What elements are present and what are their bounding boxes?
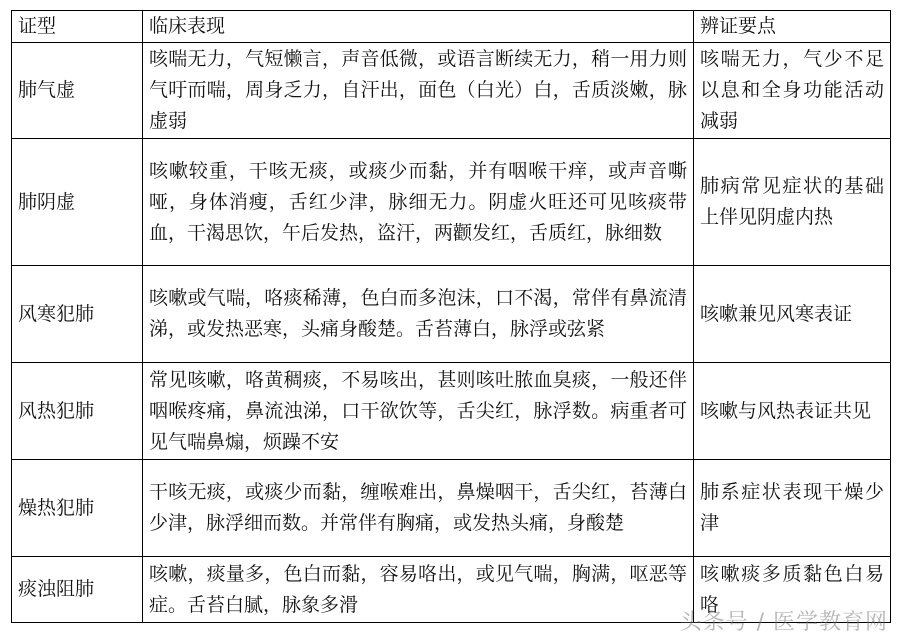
clinical-manifestation: 咳嗽较重，干咳无痰，或痰少而黏，并有咽喉干痒，或声音嘶哑，身体消瘦，舌红少津，脉细无力。阴虚火旺还可见咳痰带血，干渴思饮，午后发热，盗汗，两颧发红，舌质红，脉细数 [143,139,694,266]
syndrome-name: 燥热犯肺 [12,460,143,557]
table-row [12,460,891,557]
syndrome-name: 风寒犯肺 [12,266,143,363]
key-points: 肺系症状表现干燥少津 [694,460,891,557]
watermark: 头条号 / 医学教育网 [679,610,888,635]
key-points: 咳嗽与风热表证共见 [694,363,891,460]
syndrome-name: 肺气虚 [12,43,143,139]
clinical-manifestation: 咳嗽，痰量多，色白而黏，容易咯出，或见气喘，胸满，呕恶等症。舌苔白腻，脉象多滑 [143,557,694,623]
clinical-manifestation: 咳嗽或气喘，咯痰稀薄，色白而多泡沫，口不渴，常伴有鼻流清涕，或发热恶寒，头痛身酸楚。舌苔薄白，脉浮或弦紧 [143,266,694,363]
table-row [12,43,891,139]
clinical-manifestation: 咳喘无力，气短懒言，声音低微，或语言断续无力，稍一用力则气吁而喘，周身乏力，自汗出，面色（白光）白，舌质淡嫩，脉虚弱 [143,43,694,139]
key-points: 咳喘无力，气少不足以息和全身功能活动减弱 [694,43,891,139]
header-syndrome: 证型 [12,11,143,43]
table-row [12,266,891,363]
clinical-manifestation: 干咳无痰，或痰少而黏，缠喉难出，鼻燥咽干，舌尖红，苔薄白少津，脉浮细而数。并常伴有胸痛，或发热头痛，身酸楚 [143,460,694,557]
clinical-manifestation: 常见咳嗽，咯黄稠痰，不易咳出，甚则咳吐脓血臭痰，一般还伴咽喉疼痛，鼻流浊涕，口干欲饮等，舌尖红，脉浮数。病重者可见气喘鼻煽，烦躁不安 [143,363,694,460]
header-clinical: 临床表现 [143,11,694,43]
key-points: 咳嗽痰多质黏色白易咯 [694,557,891,623]
table-row [12,139,891,266]
syndrome-table [11,10,891,623]
syndrome-name: 肺阴虚 [12,139,143,266]
table-row [12,363,891,460]
syndrome-name: 痰浊阻肺 [12,557,143,623]
key-points: 咳嗽兼见风寒表证 [694,266,891,363]
header-row [12,11,891,43]
key-points: 肺病常见症状的基础上伴见阴虚内热 [694,139,891,266]
header-key-points: 辨证要点 [694,11,891,43]
syndrome-name: 风热犯肺 [12,363,143,460]
